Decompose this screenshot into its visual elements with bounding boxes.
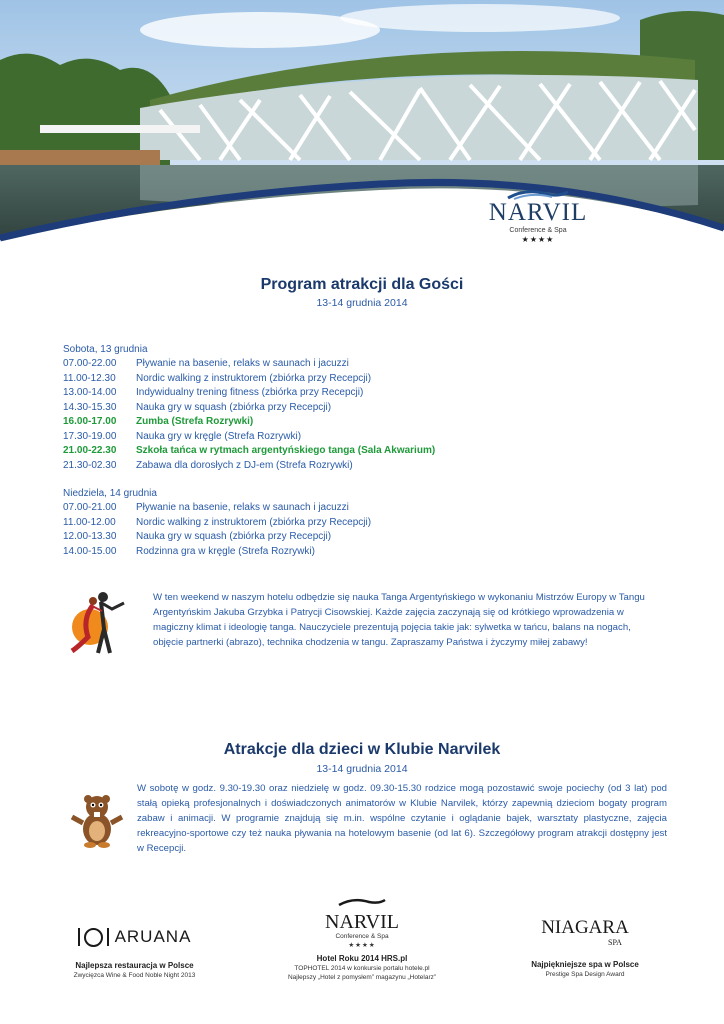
brand-name: NARVIL <box>488 199 588 226</box>
narvil-award <box>280 894 444 982</box>
aruana-logo: ARUANA <box>114 927 192 946</box>
niagara-award-title: Najpiękniejsze spa w Polsce <box>531 960 639 969</box>
brand-stars: ★★★★ <box>521 235 555 244</box>
tango-dancers-icon <box>68 589 130 657</box>
divider <box>107 928 109 946</box>
narvil-award-sub2: Najlepszy „Hotel z pomysłem” magazynu „Hotelarz” <box>287 974 437 981</box>
schedule-row: 21.30-02.30 Zabawa dla dorosłych z DJ-em (Strefa Rozrywki) <box>63 459 353 471</box>
aruana-circle-icon <box>84 928 103 947</box>
niagara-award-sub: Prestige Spa Design Award <box>545 971 625 978</box>
hotel-building-image <box>0 0 724 250</box>
kids-description: W sobotę w godz. 9.30-19.30 oraz niedzielę w godz. 09.30-15.30 rodzice mogą pozostawić swoje pociechy (od 3 lat) pod stałą opieką profesjonalnych i doświadczonych animatorów w Klubie Narvilek, którzy zapewnią dzieciom bogaty program zabaw i animacji. W programie znajdują się m.in. wspólne czytanie i oglądanie bajek, warsztaty plastyczne, zajęcia rekreacyjno-sportowe czy też nauka pływania na hotelowym basenie (od lat 6). Szczegółowy program atrakcji dostępny jest w Recepcji. <box>137 783 667 854</box>
narvil-footer-subtitle: Conference & Spa <box>335 933 389 940</box>
schedule-row: 14.00-15.00 Rodzinna gra w kręgle (Strefa Rozrywki) <box>63 545 315 557</box>
wave-icon <box>337 897 387 907</box>
sunday-label: Niedziela, 14 grudnia <box>63 488 157 499</box>
beaver-mascot-icon <box>68 793 126 849</box>
schedule-row: 11.00-12.00 Nordic walking z instruktorem (zbiórka przy Recepcji) <box>63 516 372 528</box>
aruana-award-sub: Zwycięzca Wine & Food Noble Night 2013 <box>73 972 196 979</box>
narvil-logo <box>488 192 588 245</box>
sunday-schedule <box>63 501 371 559</box>
niagara-logo-sub: SPA <box>608 938 622 947</box>
aruana-award <box>62 926 207 980</box>
wave-icon <box>506 188 570 200</box>
schedule-row: 17.30-19.00 Nauka gry w kręgle (Strefa Rozrywki) <box>63 430 302 442</box>
schedule-row: 14.30-15.30 Nauka gry w squash (zbiórka przy Recepcji) <box>63 401 332 413</box>
kids-dates: 13-14 grudnia 2014 <box>316 763 408 775</box>
narvil-footer-logo: NARVIL <box>325 911 399 933</box>
narvil-footer-stars: ★★★★ <box>348 942 376 949</box>
brand-subtitle: Conference & Spa <box>509 227 567 234</box>
saturday-schedule <box>63 357 435 473</box>
narvil-award-title: Hotel Roku 2014 HRS.pl <box>316 954 408 963</box>
schedule-row: 07.00-21.00 Pływanie na basenie, relaks w saunach i jacuzzi <box>63 502 349 513</box>
narvil-award-sub1: TOPHOTEL 2014 w konkursie portalu hotele.pl <box>294 965 430 972</box>
tango-description: W ten weekend w naszym hotelu odbędzie się nauka Tanga Argentyńskiego w wykonaniu Mistrzów Europy w Tangu Argentyńskim Jakuba Grzybka i Patrycji Cisowskiej. Każde zajęcia zaczynają się od krótkiego wprowadzenia w magiczny klimat i ideologię tanga. Nauczyciele prezentują pojęcia takie jak: sylwetka w tańcu, balans na nogach, objęcie partnerki (abrazo), technika chodzenia w tangu. Zapraszamy Państwa i życzymy miłej zabawy! <box>153 592 645 648</box>
program-title: Program atrakcji dla Gości <box>260 276 464 293</box>
aruana-award-title: Najlepsza restauracja w Polsce <box>75 961 194 970</box>
schedule-row-highlight: 16.00-17.00 Zumba (Strefa Rozrywki) <box>63 416 254 427</box>
schedule-row: 07.00-22.00 Pływanie na basenie, relaks w saunach i jacuzzi <box>63 358 349 369</box>
divider <box>78 928 80 946</box>
niagara-award <box>515 918 655 979</box>
program-dates: 13-14 grudnia 2014 <box>316 297 408 309</box>
kids-title: Atrakcje dla dzieci w Klubie Narvilek <box>223 741 501 758</box>
saturday-label: Sobota, 13 grudnia <box>63 344 148 355</box>
hero-photo <box>0 0 724 250</box>
schedule-row: 12.00-13.30 Nauka gry w squash (zbiórka przy Recepcji) <box>63 531 332 542</box>
niagara-logo: NIAGARA <box>541 917 629 938</box>
schedule-row-highlight: 21.00-22.30 Szkoła tańca w rytmach argentyńskiego tanga (Sala Akwarium) <box>63 445 436 456</box>
schedule-row: 11.00-12.30 Nordic walking z instruktorem (zbiórka przy Recepcji) <box>63 372 372 384</box>
schedule-row: 13.00-14.00 Indywidualny trening fitness (zbiórka przy Recepcji) <box>63 387 364 398</box>
